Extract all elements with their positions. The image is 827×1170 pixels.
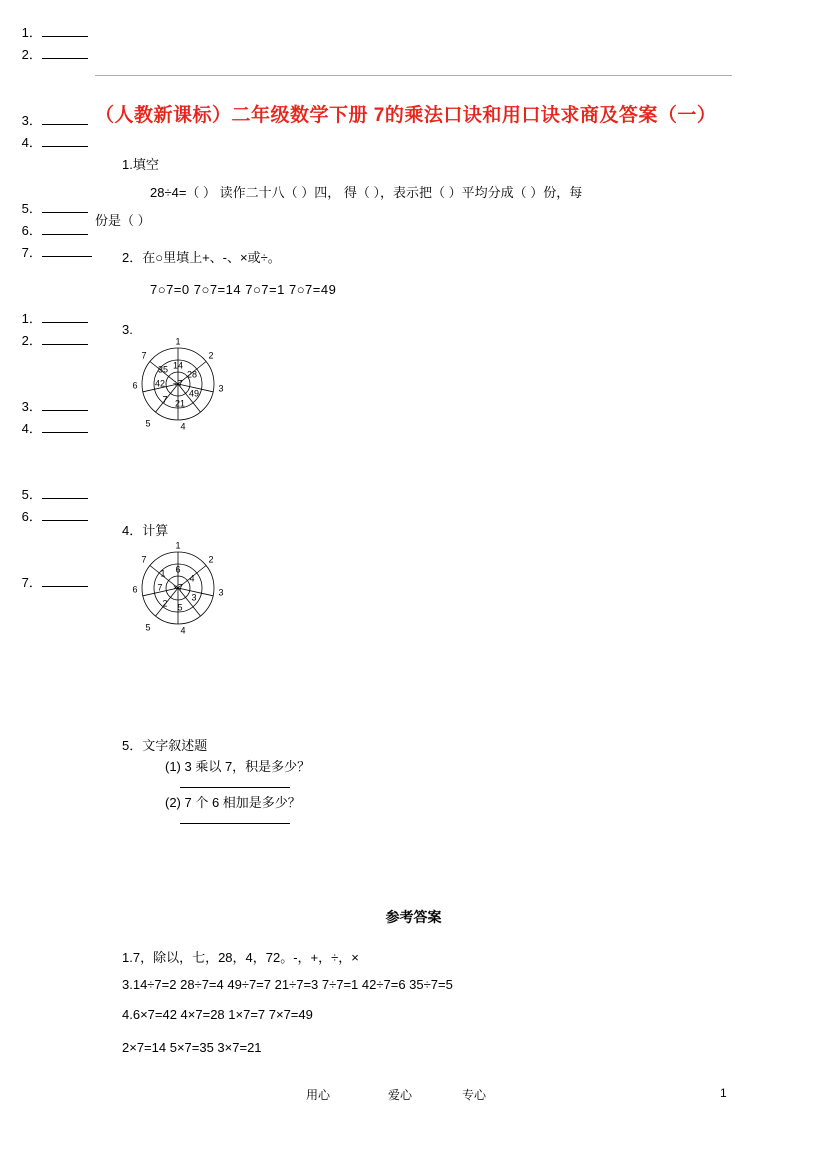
answer-number: 2．	[21, 333, 42, 348]
answer-number: 3．	[21, 399, 42, 414]
svg-text:35: 35	[157, 364, 169, 375]
wheel-center-operator: ×7	[172, 582, 184, 593]
svg-text:2: 2	[208, 554, 214, 565]
page-number: 1	[720, 1086, 727, 1100]
svg-text:14: 14	[172, 360, 184, 371]
svg-text:2: 2	[162, 598, 168, 609]
svg-text:3: 3	[218, 587, 224, 598]
answer-key-line-4: 2×7=14 5×7=35 3×7=21	[122, 1040, 262, 1055]
answer-number: 4．	[21, 135, 42, 150]
multiplication-wheel-diagram	[118, 538, 238, 638]
answer-key-line-1: 1.7，除以，七，28，4，72。-，+，÷，×	[122, 950, 359, 965]
answer-blank[interactable]	[42, 398, 88, 411]
answer-blank[interactable]	[42, 310, 88, 323]
svg-text:6: 6	[175, 564, 181, 575]
svg-text:4: 4	[180, 421, 186, 432]
answer-number: 5．	[21, 201, 42, 216]
answer-number: 1．	[21, 311, 42, 326]
question-2-label: 2．在○里填上+、-、×或÷。	[122, 250, 281, 265]
svg-text:1: 1	[160, 568, 166, 579]
question-5-sub-2: (2) 7 个 6 相加是多少？	[165, 795, 301, 810]
answer-number: 4．	[21, 421, 42, 436]
wheel-center-operator: ÷7	[173, 378, 183, 389]
answer-number: 1．	[21, 25, 42, 40]
answer-blank[interactable]	[42, 508, 88, 521]
svg-text:1: 1	[175, 336, 181, 347]
question-1-label: 1.填空	[122, 157, 159, 172]
svg-text:5: 5	[145, 622, 151, 633]
answer-number: 7．	[21, 245, 42, 260]
svg-text:49: 49	[188, 388, 200, 399]
svg-text:21: 21	[174, 398, 186, 409]
footer-text-3: 专心	[462, 1088, 487, 1102]
svg-text:7: 7	[162, 394, 168, 405]
answer-blank[interactable]	[42, 486, 88, 499]
answer-key-line-3: 4.6×7=42 4×7=28 1×7=7 7×7=49	[122, 1007, 313, 1022]
svg-text:5: 5	[145, 418, 151, 429]
svg-text:1: 1	[175, 540, 181, 551]
svg-text:2: 2	[208, 350, 214, 361]
answer-blank[interactable]	[42, 200, 88, 213]
answer-blank[interactable]	[42, 112, 88, 125]
answer-blank[interactable]	[42, 332, 88, 345]
answer-blank[interactable]	[42, 46, 88, 59]
svg-text:4: 4	[189, 573, 195, 584]
svg-text:6: 6	[132, 380, 138, 391]
svg-text:3: 3	[191, 592, 197, 603]
svg-text:7: 7	[157, 582, 163, 593]
page-title: （人教新课标）二年级数学下册 7的乘法口诀和用口诀求商及答案（一）	[95, 105, 717, 126]
answer-number: 3．	[21, 113, 42, 128]
header-divider	[95, 75, 732, 76]
answer-blank[interactable]	[42, 574, 88, 587]
answer-number: 7．	[21, 575, 42, 590]
svg-text:5: 5	[177, 602, 183, 613]
answer-key-line-2: 3.14÷7=2 28÷7=4 49÷7=7 21÷7=3 7÷7=1 42÷7=6 35÷7=5	[122, 977, 453, 992]
answer-number: 2．	[21, 47, 42, 62]
question-5-answer-blank-2[interactable]	[180, 811, 290, 824]
svg-text:4: 4	[180, 625, 186, 636]
svg-text:28: 28	[186, 369, 198, 380]
answer-blank[interactable]	[42, 134, 88, 147]
question-5-sub-1: (1) 3 乘以 7，积是多少？	[165, 759, 311, 774]
question-1-line-1: 28÷4=（ ） 读作二十八（ ）四， 得（ ），表示把（ ）平均分成（ ）份，每	[150, 185, 583, 200]
answer-key-title: 参考答案	[385, 909, 442, 925]
question-2-expressions: 7○7=0 7○7=14 7○7=1 7○7=49	[150, 282, 337, 297]
footer-text-1: 用心	[306, 1088, 331, 1102]
svg-text:7: 7	[141, 350, 147, 361]
answer-blank[interactable]	[42, 420, 88, 433]
question-3-label: 3.	[122, 322, 133, 337]
svg-text:3: 3	[218, 383, 224, 394]
svg-text:42: 42	[154, 378, 166, 389]
answer-blank[interactable]	[42, 24, 88, 37]
footer-text-2: 爱心	[388, 1088, 413, 1102]
answer-blank[interactable]	[42, 222, 88, 235]
answer-blank[interactable]	[42, 244, 92, 257]
question-4-label: 4．计算	[122, 523, 169, 538]
division-wheel-diagram	[118, 334, 238, 434]
svg-text:6: 6	[132, 584, 138, 595]
answer-number: 5．	[21, 487, 42, 502]
question-1-line-2: 份是（ ）	[95, 213, 151, 228]
question-5-answer-blank-1[interactable]	[180, 775, 290, 788]
answer-number: 6．	[21, 223, 42, 238]
question-3-answer-blanks	[0, 0, 827, 286]
answer-number: 6．	[21, 509, 42, 524]
question-5-label: 5．文字叙述题	[122, 738, 208, 753]
page-footer	[0, 1086, 827, 1102]
svg-text:7: 7	[141, 554, 147, 565]
